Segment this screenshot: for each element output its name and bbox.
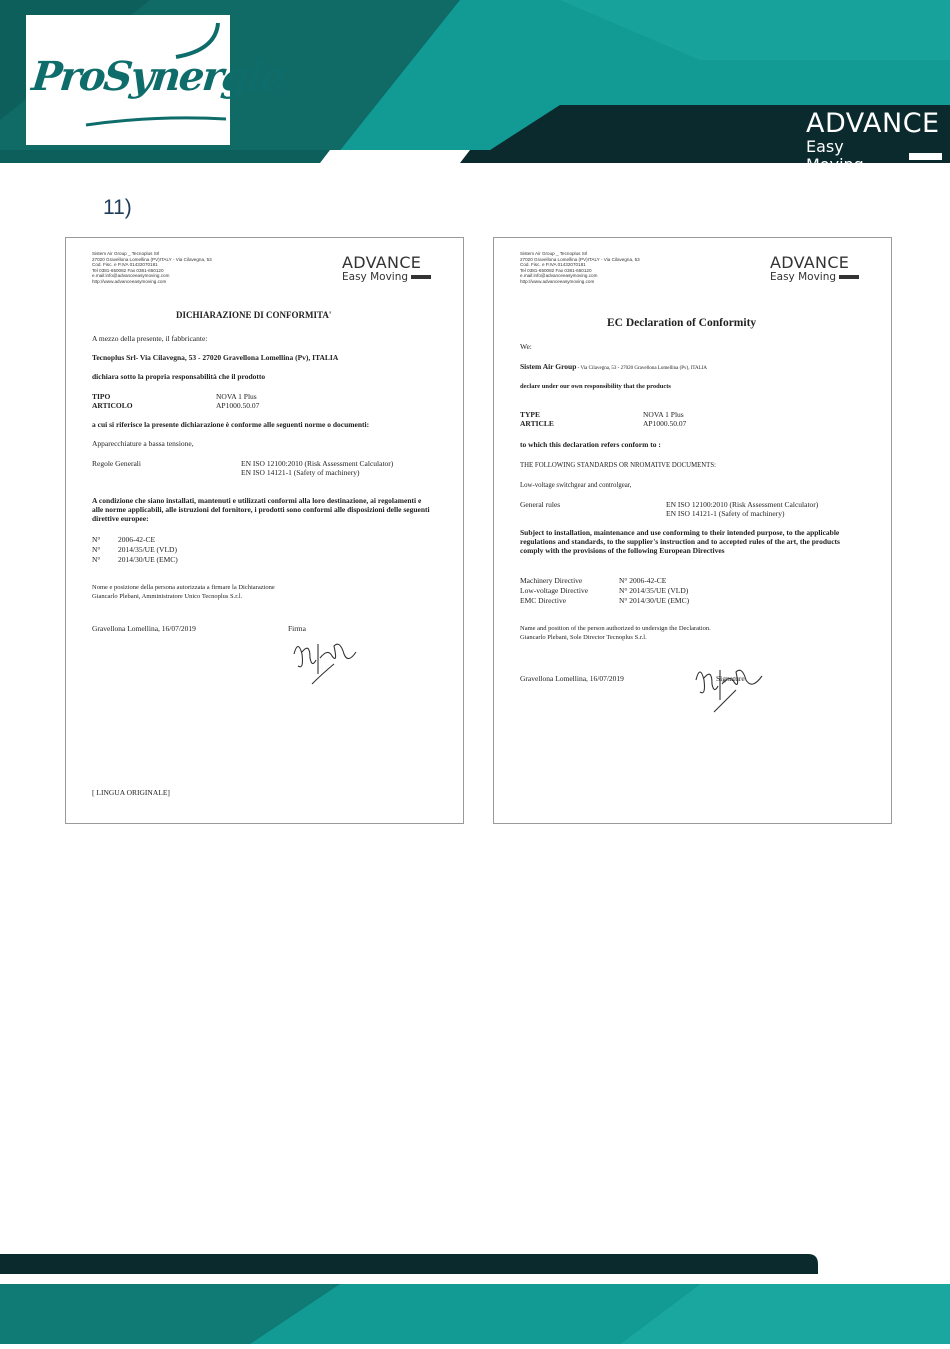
type-value: NOVA 1 Plus: [643, 410, 684, 419]
signer-intro: Nome e posizione della persona autorizzata a firmare la Dichiarazione: [92, 584, 275, 591]
directive-3-label: EMC Directive: [520, 596, 567, 605]
address-line: 27020 Gravellona Lomellina (PV)ITALY - Via Cilavegna, 53: [92, 256, 212, 262]
brand-bar-icon: [909, 153, 942, 160]
signature-icon: [690, 658, 770, 716]
directive-prefix: N°: [92, 545, 101, 554]
standard-2: EN ISO 14121-1 (Safety of machinery): [241, 468, 360, 477]
intro-text: A mezzo della presente, il fabbricante:: [92, 334, 208, 343]
address-line: http://www.advanceeasymoving.com: [92, 278, 167, 284]
document-title: DICHIARAZIONE DI CONFORMITA': [176, 310, 332, 320]
standard-1: EN ISO 12100:2010 (Risk Assessment Calculator): [241, 459, 394, 468]
refers-text: a cui si riferisce la presente dichiarazione è conforme alle seguenti norme o documenti:: [92, 420, 370, 429]
advance-brand-logo: [806, 110, 942, 174]
rules-label: General rules: [520, 500, 561, 509]
document-logo-sub: [342, 271, 431, 283]
rules-label: Regole Generali: [92, 459, 141, 468]
sign-label: Signature: [716, 674, 745, 683]
signer-name: Giancarlo Plebani, Sole Director Tecnoplus S.r.l.: [520, 634, 647, 641]
equipment-text: Low-voltage switchgear and controlgear,: [520, 482, 632, 489]
place-date: Gravellona Lomellina, 16/07/2019: [520, 674, 624, 683]
equipment-text: Apparecchiature a bassa tensione,: [92, 439, 194, 448]
brand-tagline-row: [806, 138, 942, 174]
standard-2: EN ISO 14121-1 (Safety of machinery): [666, 509, 785, 518]
directive-prefix: N°: [92, 555, 101, 564]
standards-heading: THE FOLLOWING STANDARDS OR NROMATIVE DOCUMENTS:: [520, 462, 716, 469]
declaration-english: [493, 237, 892, 824]
article-label: ARTICOLO: [92, 401, 133, 410]
logo-bar-icon: [839, 275, 859, 279]
address-line: e.mail:info@advanceeasymoving.com: [520, 273, 598, 279]
place-date: Gravellona Lomellina, 16/07/2019: [92, 624, 196, 633]
company-name: Sistem Air Group: [520, 362, 577, 371]
type-value: NOVA 1 Plus: [216, 392, 257, 401]
address-line: Cod. Fisc. e P.IVA 01432070181: [92, 262, 158, 268]
document-logo: [770, 254, 859, 283]
language-note: [ LINGUA ORIGINALE]: [92, 788, 170, 797]
document-logo-sub: [770, 271, 859, 283]
directive-1-value: N° 2006-42-CE: [619, 576, 667, 585]
type-label: TYPE: [520, 410, 541, 419]
document-logo-tagline: Easy Moving: [342, 271, 409, 283]
sender-address: [520, 251, 640, 285]
page-footer: [0, 1250, 950, 1344]
directive-prefix: N°: [92, 535, 101, 544]
address-line: e.mail:info@advanceeasymoving.com: [92, 273, 170, 279]
company-text: [520, 362, 707, 373]
article-value: AP1000.50.07: [216, 401, 260, 410]
address-line: Tel 0381-650082 Fax 0381-650120: [520, 267, 592, 273]
logo-text: ProSynergie: [29, 53, 287, 100]
brand-tagline: Easy Moving: [806, 137, 864, 174]
declaration-italian: [65, 237, 464, 824]
company-address: - Via Cilavegna, 53 - 27020 Gravellona Lomellina (Pv), ITALIA: [576, 366, 707, 371]
signature-icon: [288, 634, 360, 692]
signer-intro: Name and position of the person authorized to undersign the Declaration.: [520, 625, 711, 632]
directive-1-label: Machinery Directive: [520, 576, 583, 585]
address-line: Cod. Fisc. e P.IVA 01432070181: [520, 262, 586, 268]
directive-2-label: Low-voltage Directive: [520, 586, 589, 595]
footer-background: [0, 1250, 950, 1344]
refers-text: to which this declaration refers conform to :: [520, 440, 661, 449]
article-value: AP1000.50.07: [643, 419, 687, 428]
brand-name: ADVANCE: [806, 108, 940, 139]
prosynergie-logo: [26, 15, 287, 145]
address-line: Sistem Air Group _ Tecnoplus Srl: [92, 251, 160, 256]
type-label: TIPO: [92, 392, 111, 401]
address-line: Tel 0381-650082 Fax 0381-650120: [92, 267, 164, 273]
logo-bar-icon: [411, 275, 431, 279]
company-text: Tecnoplus Srl- Via Cilavegna, 53 - 27020 Gravellona Lomellina (Pv), ITALIA: [92, 353, 339, 362]
document-logo-name: ADVANCE: [342, 253, 422, 272]
we-text: We:: [520, 342, 532, 351]
document-logo-name: ADVANCE: [770, 253, 850, 272]
declares-text: declare under our own responsibility that the products: [520, 383, 671, 390]
address-line: http://www.advanceeasymoving.com: [520, 278, 595, 284]
sender-address: [92, 251, 212, 285]
document-title: EC Declaration of Conformity: [607, 317, 757, 329]
step-number: 11): [103, 196, 132, 219]
document-logo: [342, 254, 431, 283]
directive-3: 2014/30/UE (EMC): [118, 555, 178, 564]
directive-1: 2006-42-CE: [118, 535, 156, 544]
directive-2: 2014/35/UE (VLD): [118, 545, 177, 554]
directive-2-value: N° 2014/35/UE (VLD): [619, 586, 689, 595]
condition-text: Subject to installation, maintenance and use conforming to their intended purpose, to the applicable regulations and standards, to the supplier's instruction and to accepted rules of the art, the products comply with the provisions of the following European Directives: [520, 528, 840, 555]
sign-label: Firma: [288, 624, 306, 633]
signer-name: Giancarlo Plebani, Amministratore Unico Tecnoplus S.r.l.: [92, 593, 243, 600]
declares-text: dichiara sotto la propria responsabilità che il prodotto: [92, 372, 266, 381]
standard-1: EN ISO 12100:2010 (Risk Assessment Calculator): [666, 500, 819, 509]
address-line: 27020 Gravellona Lomellina (PV)ITALY - Via Cilavegna, 53: [520, 256, 640, 262]
address-line: Sistem Air Group _ Tecnoplus Srl: [520, 251, 588, 256]
page-header: [0, 0, 950, 174]
article-label: ARTICLE: [520, 419, 554, 428]
document-logo-tagline: Easy Moving: [770, 271, 837, 283]
directive-3-value: N° 2014/30/UE (EMC): [619, 596, 690, 605]
condition-text: A condizione che siano installati, mantenuti e utilizzati conformi alla loro destinazione, ai regolamenti e alle norme applicabili, alle istruzioni del fornitore, i prodotti sono conformi alle disposizioni delle seguenti direttive europee:: [92, 496, 430, 523]
